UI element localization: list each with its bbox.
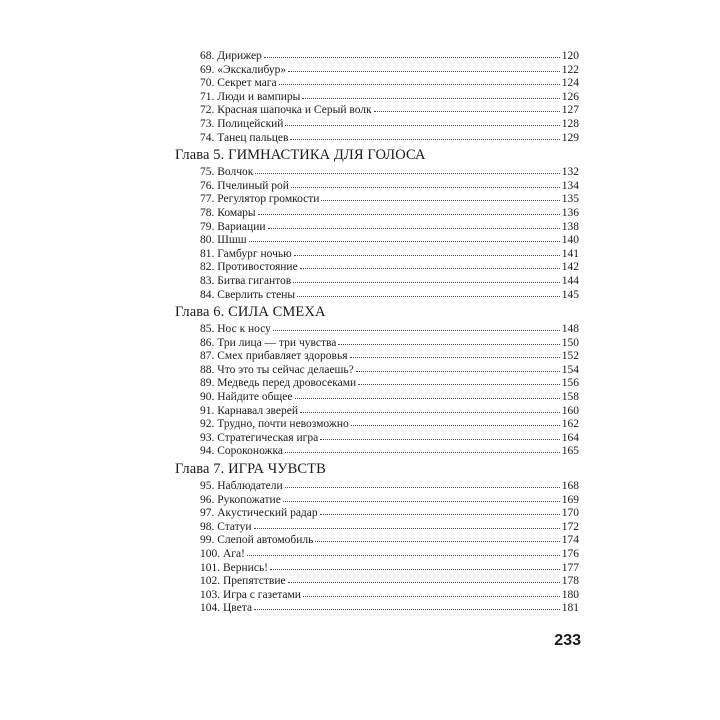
entry-page-number: 165 [561, 445, 579, 458]
entry-page-number: 127 [561, 104, 579, 117]
toc-entry [175, 63, 579, 77]
entry-title: 68. Дирижер [200, 50, 262, 62]
dot-leader [255, 164, 559, 174]
toc-entry [175, 547, 579, 561]
entry-page-number: 148 [561, 323, 579, 336]
entry-title: 90. Найдите общее [200, 391, 293, 404]
entry-page-number: 124 [561, 77, 579, 90]
entry-page-number: 176 [561, 548, 579, 560]
entry-title: 92. Трудно, почти невозможно [200, 418, 349, 431]
toc-entry [175, 417, 579, 431]
entry-title: 79. Вариации [200, 220, 266, 233]
toc-entry [175, 431, 579, 445]
entry-page-number: 150 [561, 336, 579, 349]
entry-title: 69. «Экскалибур» [200, 63, 287, 76]
entry-page-number: 178 [561, 575, 579, 588]
entry-title: 76. Пчелиный рой [200, 179, 289, 192]
dot-leader [294, 246, 560, 256]
entry-title: 101. Вернись! [200, 561, 269, 574]
entry-title: 102. Препятствие [200, 575, 286, 588]
table-of-contents [175, 49, 579, 615]
dot-leader [295, 389, 560, 399]
entry-title: 98. Статуи [200, 520, 252, 533]
entry-page-number: 141 [561, 247, 579, 260]
entry-title: 85. Нос к носу [200, 323, 271, 336]
toc-entry [175, 493, 579, 507]
entry-title: 70. Секрет мага [200, 77, 277, 90]
toc-entry [175, 322, 579, 336]
entry-title: 103. Игра с газетами [200, 588, 301, 601]
dot-leader [303, 587, 560, 597]
entry-page-number: 168 [561, 480, 579, 493]
dot-leader [288, 573, 560, 583]
entry-page-number: 154 [561, 363, 579, 376]
dot-leader [285, 116, 559, 126]
entry-page-number: 134 [561, 179, 579, 192]
dot-leader [273, 321, 560, 331]
entry-page-number: 136 [561, 206, 579, 219]
toc-entry [175, 336, 579, 350]
dot-leader [283, 492, 560, 502]
dot-leader [293, 273, 560, 283]
entry-title: 74. Танец пальцев [200, 131, 289, 144]
entry-page-number: 138 [561, 220, 579, 233]
dot-leader [297, 287, 560, 297]
entry-page-number: 144 [561, 274, 579, 287]
entry-title: 84. Сверлить стены [200, 288, 296, 301]
entry-title: 89. Медведь перед дровосеками [200, 377, 357, 390]
dot-leader [279, 75, 560, 85]
toc-entry [175, 601, 579, 615]
toc-entry [175, 117, 579, 131]
dot-leader [288, 62, 560, 72]
entry-title: 77. Регулятор громкости [200, 193, 320, 206]
entry-title: 100. Ага! [200, 548, 245, 560]
dot-leader [320, 505, 560, 515]
entry-page-number: 174 [561, 534, 579, 547]
dot-leader [285, 443, 560, 453]
chapter-heading: Глава 6. СИЛА СМЕХА [175, 304, 326, 321]
toc-entry [175, 533, 579, 547]
dot-leader [258, 205, 560, 215]
entry-page-number: 156 [561, 377, 579, 390]
dot-leader [351, 416, 560, 426]
dot-leader [254, 519, 560, 529]
entry-page-number: 145 [561, 288, 579, 301]
chapter-heading: Глава 7. ИГРА ЧУВСТВ [175, 461, 326, 478]
entry-title: 93. Стратегическая игра [200, 431, 319, 444]
entry-page-number: 120 [561, 50, 579, 62]
dot-leader [320, 430, 560, 440]
entry-page-number: 142 [561, 261, 579, 274]
entry-page-number: 135 [561, 193, 579, 206]
toc-entry [175, 363, 579, 377]
dot-leader [254, 600, 560, 610]
toc-entry [175, 233, 579, 247]
entry-title: 99. Слепой автомобиль [200, 534, 314, 547]
entry-title: 96. Рукопожатие [200, 493, 281, 506]
toc-entry [175, 90, 579, 104]
toc-entry [175, 192, 579, 206]
page-number: 233 [554, 632, 581, 649]
dot-leader [321, 191, 559, 201]
dot-leader [350, 348, 560, 358]
toc-entry [175, 574, 579, 588]
entry-title: 80. Шшш [200, 234, 247, 247]
entry-title: 75. Волчок [200, 166, 254, 179]
entry-title: 88. Что это ты сейчас делаешь? [200, 363, 354, 376]
dot-leader [290, 130, 559, 140]
toc-entry [175, 220, 579, 234]
toc-entry [175, 479, 579, 493]
entry-title: 94. Сороконожка [200, 445, 284, 458]
entry-title: 104. Цвета [200, 602, 253, 615]
toc-entry [175, 444, 579, 458]
entry-title: 83. Битва гигантов [200, 274, 292, 287]
dot-leader [356, 362, 560, 372]
entry-page-number: 140 [561, 234, 579, 247]
dot-leader [300, 403, 560, 413]
entry-title: 97. Акустический радар [200, 507, 318, 520]
entry-page-number: 180 [561, 588, 579, 601]
entry-title: 91. Карнавал зверей [200, 404, 298, 417]
toc-entry [175, 561, 579, 575]
chapter-heading: Глава 5. ГИМНАСТИКА ДЛЯ ГОЛОСА [175, 147, 426, 164]
dot-leader [374, 102, 560, 112]
toc-entry [175, 506, 579, 520]
dot-leader [300, 259, 560, 269]
entry-page-number: 181 [561, 602, 579, 615]
toc-entry [175, 404, 579, 418]
entry-page-number: 132 [561, 166, 579, 179]
toc-entry [175, 349, 579, 363]
toc-entry [175, 588, 579, 602]
entry-page-number: 160 [561, 404, 579, 417]
entry-title: 81. Гамбург ночью [200, 247, 292, 260]
toc-entry [175, 103, 579, 117]
entry-page-number: 129 [561, 131, 579, 144]
entry-title: 72. Красная шапочка и Серый волк [200, 104, 372, 117]
dot-leader [268, 219, 560, 229]
dot-leader [291, 178, 560, 188]
toc-entry [175, 206, 579, 220]
dot-leader [315, 532, 559, 542]
toc-entry [175, 390, 579, 404]
entry-page-number: 158 [561, 391, 579, 404]
entry-page-number: 170 [561, 507, 579, 520]
toc-entry [175, 49, 579, 63]
entry-title: 87. Смех прибавляет здоровья [200, 350, 348, 363]
dot-leader [270, 560, 560, 570]
entry-title: 73. Полицейский [200, 117, 284, 130]
toc-entry [175, 131, 579, 145]
entry-title: 82. Противостояние [200, 261, 298, 274]
entry-page-number: 169 [561, 493, 579, 506]
dot-leader [264, 48, 560, 58]
entry-page-number: 152 [561, 350, 579, 363]
entry-page-number: 128 [561, 117, 579, 130]
toc-entry [175, 179, 579, 193]
entry-title: 78. Комары [200, 206, 256, 219]
toc-entry [175, 76, 579, 90]
dot-leader [247, 546, 560, 556]
entry-title: 95. Наблюдатели [200, 480, 283, 493]
entry-title: 86. Три лица — три чувства [200, 336, 337, 349]
dot-leader [302, 89, 559, 99]
toc-entry [175, 520, 579, 534]
entry-page-number: 164 [561, 431, 579, 444]
dot-leader [285, 478, 560, 488]
dot-leader [249, 232, 560, 242]
toc-entry [175, 274, 579, 288]
entry-page-number: 172 [561, 520, 579, 533]
dot-leader [358, 375, 560, 385]
toc-entry [175, 260, 579, 274]
dot-leader [338, 335, 559, 345]
toc-entry [175, 376, 579, 390]
toc-entry [175, 288, 579, 302]
toc-entry [175, 165, 579, 179]
entry-title: 71. Люди и вампиры [200, 90, 301, 103]
entry-page-number: 177 [561, 561, 579, 574]
entry-page-number: 162 [561, 418, 579, 431]
entry-page-number: 126 [561, 90, 579, 103]
entry-page-number: 122 [561, 63, 579, 76]
toc-entry [175, 247, 579, 261]
